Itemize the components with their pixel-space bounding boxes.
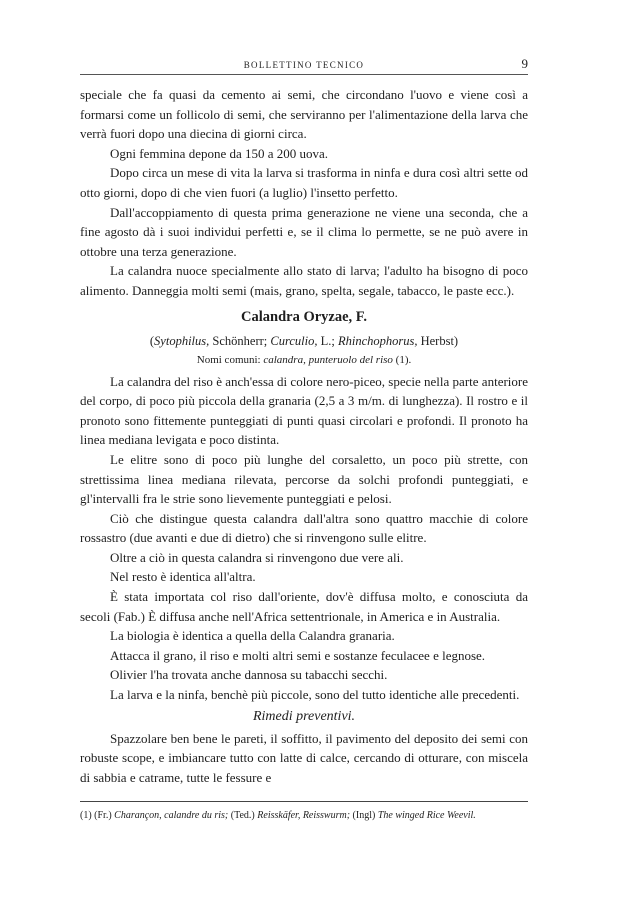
- paragraph: Le elitre sono di poco più lunghe del corsaletto, un poco più strette, con strettissima linea mediana rilevata, percorse da solchi profondi punteggiati, e gl'intervalli fra le strie sono lievemente punteggiati e pelosi.: [80, 451, 528, 507]
- paragraph: È stata importata col riso dall'oriente, dov'è diffusa molto, e conosciuta da secoli (Fab.) È diffusa anche nell'Africa settentrionale, in America e in Australia.: [80, 589, 528, 624]
- paragraph: La calandra del riso è anch'essa di colore nero-piceo, specie nella parte anteriore del corpo, di poco più piccola della granaria (2,5 a 3 m/m. di lunghezza). Il rostro e il pronoto sono fittemente punteggiati di punti quasi circolari e profondi. Il pronoto ha linea mediana levigata e poco distinta.: [80, 373, 528, 448]
- body-text: [80, 85, 528, 787]
- synonym-genus-3: Rhinchophorus,: [337, 333, 418, 348]
- page-header: [80, 52, 528, 75]
- paragraph: La larva e la ninfa, benchè più piccole, sono del tutto identiche alle precedenti.: [110, 687, 520, 703]
- footnote-ted-name: Reisskäfer, Reisswurm;: [257, 810, 351, 822]
- synonym-author-3: Herbst): [417, 333, 459, 348]
- running-title: BOLLETTINO TECNICO: [243, 60, 365, 70]
- paragraph: Dall'accoppiamento di questa prima generazione ne viene una seconda, che a fine agosto dà i suoi individui perfetti e, se il clima lo permette, se ne può avere in ottobre una terza generazione.: [80, 204, 528, 259]
- paragraph: Olivier l'ha trovata anche dannosa su tabacchi secchi.: [110, 667, 388, 683]
- paragraph-group-top: [80, 85, 528, 301]
- paragraph: Ciò che distingue questa calandra dall'altra sono quattro macchie di colore rossastro (due avanti e due di dietro) che si rinvengono sulle elitre.: [80, 510, 528, 546]
- paragraph: Nel resto è identica all'altra.: [110, 569, 256, 585]
- synonym-author-2: L.;: [317, 333, 338, 348]
- synonyms-line: [80, 332, 528, 351]
- synonyms-open: (: [149, 333, 155, 348]
- paragraph-group-middle: [80, 372, 528, 705]
- common-names-line: [80, 351, 528, 370]
- paragraph: La biologia è identica a quella della Calandra granaria.: [110, 628, 395, 644]
- paragraph: Dopo circa un mese di vita la larva si trasforma in ninfa e dura così altri sette od otto giorni, dopo di che vien fuori (a luglio) l'insetto perfetto.: [80, 165, 528, 200]
- section-title: Calandra Oryzae, F.: [241, 308, 367, 325]
- document-page: [80, 52, 528, 823]
- subheading: Rimedi preventivi.: [252, 708, 356, 724]
- footnote-rule: [80, 801, 528, 802]
- footnote-ingl-label: (Ingl): [350, 810, 378, 822]
- paragraph: Ogni femmina depone da 150 a 200 uova.: [110, 145, 329, 161]
- synonym-genus-1: Sytophilus,: [154, 333, 210, 348]
- footnote: [80, 808, 528, 823]
- footnote-fr-name: Charançon, calandre du ris;: [114, 810, 229, 822]
- footnote-ingl-name: The winged Rice Weevil.: [377, 810, 476, 822]
- footnote-ref: (1).: [392, 353, 412, 366]
- paragraph-group-bottom: [80, 729, 528, 788]
- page-number: 9: [521, 56, 528, 71]
- paragraph: Attacca il grano, il riso e molti altri semi e sostanze feculacee e legnose.: [110, 647, 486, 663]
- paragraph: Oltre a ciò in questa calandra si rinvengono due vere ali.: [110, 549, 404, 565]
- footnote-ted-label: (Ted.): [228, 810, 258, 822]
- common-names-label: Nomi comuni:: [196, 353, 264, 366]
- footnote-marker: (1) (Fr.): [80, 810, 115, 822]
- common-names-list: calandra, punteruolo del riso: [263, 353, 393, 366]
- paragraph: Spazzolare ben bene le pareti, il soffitto, il pavimento del deposito dei semi con robuste scope, e imbiancare tutto con latte di calce, cercando di otturare, con miscela di sabbia e catrame, tutte le fessure e: [80, 730, 528, 785]
- synonym-author-1: Schönherr;: [209, 333, 271, 348]
- paragraph: La calandra nuoce specialmente allo stato di larva; l'adulto ha bisogno di poco alimento. Danneggia molti semi (mais, grano, spelta, segale, tabacco, le paste ecc.).: [80, 263, 528, 298]
- synonym-genus-2: Curculio,: [270, 333, 318, 348]
- paragraph: speciale che fa quasi da cemento ai semi, che circondano l'uovo e viene così a formarsi come un follicolo di semi, che serviranno per l'alimentazione della larva che verrà fuori dopo una diecina di giorni circa.: [80, 87, 528, 142]
